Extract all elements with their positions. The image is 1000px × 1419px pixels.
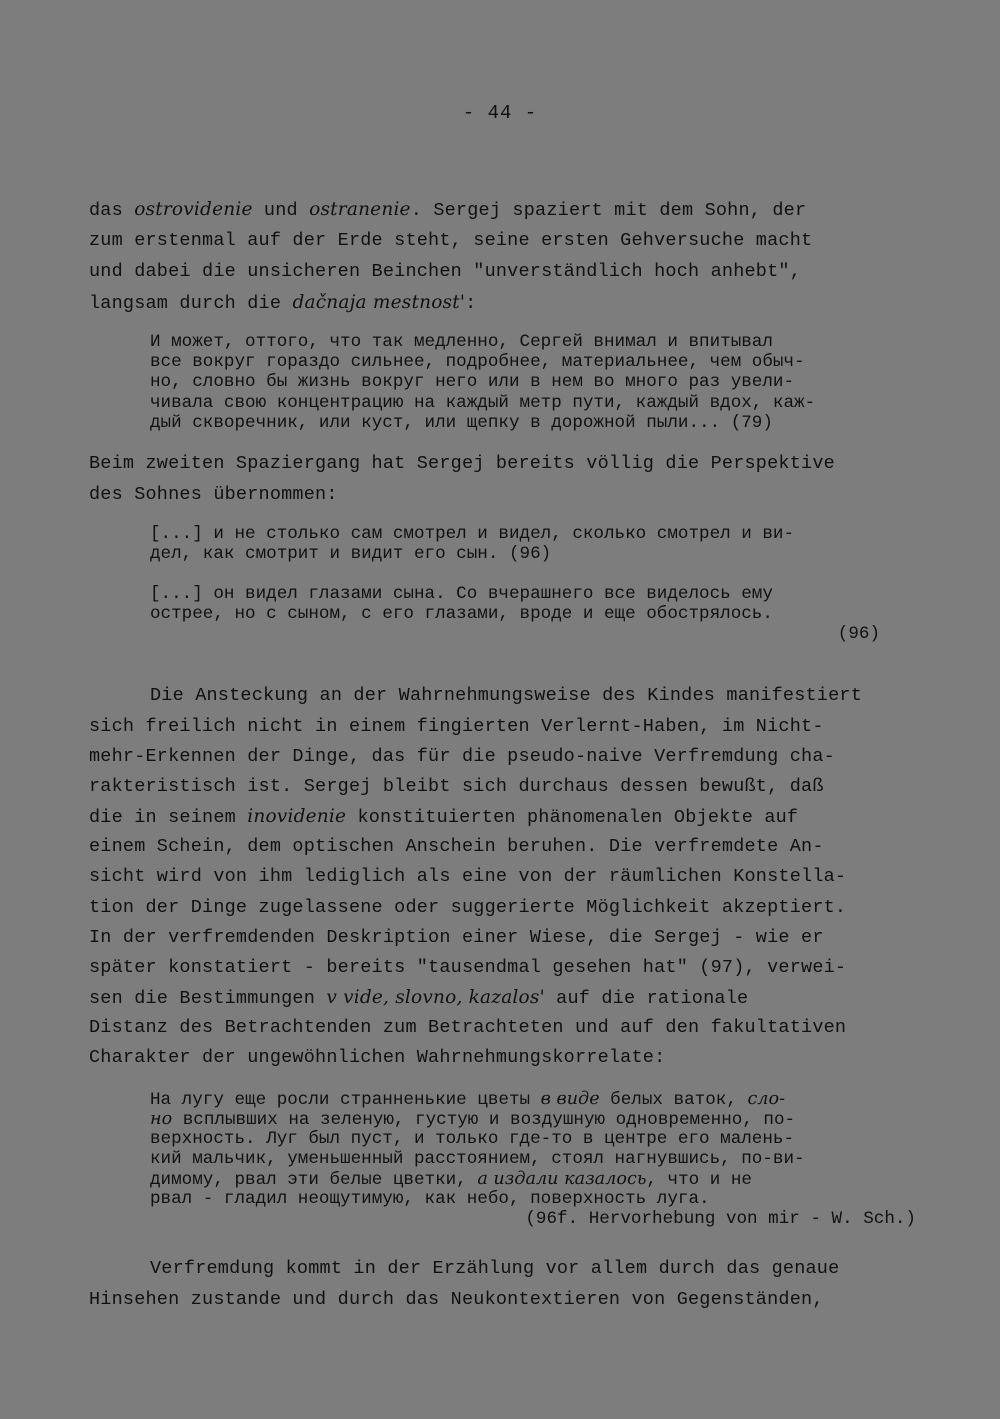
quote-line: но всплывших на зеленую, густую и воздушную одновременно, по- — [150, 1109, 796, 1130]
page-number: - 44 - — [462, 102, 538, 124]
text-line: das ostrovidenie und ostranenie. Sergej spaziert mit dem Sohn, der — [89, 199, 807, 221]
emphasized-term: в виде — [540, 1089, 600, 1109]
quote-reference: (96) — [837, 624, 880, 644]
text-line: mehr-Erkennen der Dinge, das für die pseudo-naive Verfremdung cha- — [89, 746, 835, 767]
text-line: sich freilich nicht in einem fingierten Verlernt-Haben, im Nicht- — [89, 716, 824, 737]
text-line: Hinsehen zustande und durch das Neukontextieren von Gegenständen, — [89, 1289, 824, 1310]
text-line: Die Ansteckung an der Wahrnehmungsweise des Kindes manifestiert — [150, 685, 863, 706]
emphasized-term: сло- — [747, 1089, 786, 1109]
quote-line: дый скворечник, или куст, или щепку в дорожной пыли... (79) — [150, 413, 773, 433]
text-line: später konstatiert - bereits "tausendmal gesehen hat" (97), verwei- — [89, 957, 847, 978]
quote-line: [...] и не столько сам смотрел и видел, сколько смотрел и ви- — [150, 524, 795, 544]
text-line: rakteristisch ist. Sergej bleibt sich durchaus dessen bewußt, daß — [89, 776, 824, 797]
emphasized-term: а издали казалось — [477, 1169, 647, 1189]
quote-line: верхность. Луг был пуст, и только где-то в центре его малень- — [150, 1129, 795, 1149]
quote-line: чивала свою концентрацию на каждый метр пути, каждый вдох, каж- — [150, 393, 816, 413]
text-line: Beim zweiten Spaziergang hat Sergej bereits völlig die Perspektive — [89, 453, 835, 474]
quote-reference: (96f. Hervorhebung von mir - W. Sch.) — [525, 1209, 916, 1229]
quote-line: кий мальчик, уменьшенный расстоянием, стоял нагнувшись, по-ви- — [150, 1149, 805, 1169]
text-line: und dabei die unsicheren Beinchen "unverständlich hoch anhebt", — [89, 261, 802, 282]
emphasized-term: dačnaja mestnost' — [292, 292, 466, 313]
quote-line: И может, оттого, что так медленно, Сергей внимал и впитывал — [150, 332, 773, 352]
text-line: sen die Bestimmungen v vide, slovno, kazalos' auf die rationale — [89, 987, 749, 1009]
text-line: Verfremdung kommt in der Erzählung vor allem durch das genaue — [150, 1258, 840, 1279]
emphasized-term: но — [150, 1109, 173, 1129]
text-line: zum erstenmal auf der Erde steht, seine ersten Gehversuche macht — [89, 230, 813, 251]
text-line: tion der Dinge zugelassene oder suggerierte Möglichkeit akzeptiert. — [89, 897, 847, 918]
text-line: Distanz des Betrachtenden zum Betrachteten und auf den fakultativen — [89, 1017, 847, 1038]
quote-line: но, словно бы жизнь вокруг него или в нем во много раз увели- — [150, 372, 795, 392]
text-line: die in seinem inovidenie konstituierten phänomenalen Objekte auf — [89, 806, 799, 828]
quote-line: дел, как смотрит и видит его сын. (96) — [150, 544, 552, 564]
quote-line: димому, рвал эти белые цветки, а издали казалось, что и не — [150, 1169, 752, 1190]
emphasized-term: v vide, slovno, kazalos' — [326, 987, 545, 1008]
text-line: sicht wird von ihm lediglich als eine von der räumlichen Konstella- — [89, 866, 847, 887]
quote-line: На лугу еще росли странненькие цветы в виде белых ваток, сло- — [150, 1089, 786, 1110]
text-line: einem Schein, dem optischen Anschein beruhen. Die verfremdete An- — [89, 836, 824, 857]
quote-line: [...] он видел глазами сына. Со вчерашнего все виделось ему — [150, 584, 773, 604]
quote-line: острее, но с сыном, с его глазами, вроде и еще обострялось. — [150, 604, 773, 624]
emphasized-term: ostrovidenie — [134, 199, 253, 220]
text-line: langsam durch die dačnaja mestnost': — [89, 292, 477, 314]
text-line: In der verfremdenden Deskription einer Wiese, die Sergej - wie er — [89, 927, 824, 948]
emphasized-term: ostranenie — [309, 199, 411, 220]
text-line: Charakter der ungewöhnlichen Wahrnehmungskorrelate: — [89, 1047, 666, 1068]
text-line: des Sohnes übernommen: — [89, 484, 338, 505]
quote-line: рвал - гладил неощутимую, как небо, поверхность луга. — [150, 1189, 710, 1209]
emphasized-term: inovidenie — [247, 806, 347, 827]
quote-line: все вокруг гораздо сильнее, подробнее, материальнее, чем обыч- — [150, 352, 805, 372]
